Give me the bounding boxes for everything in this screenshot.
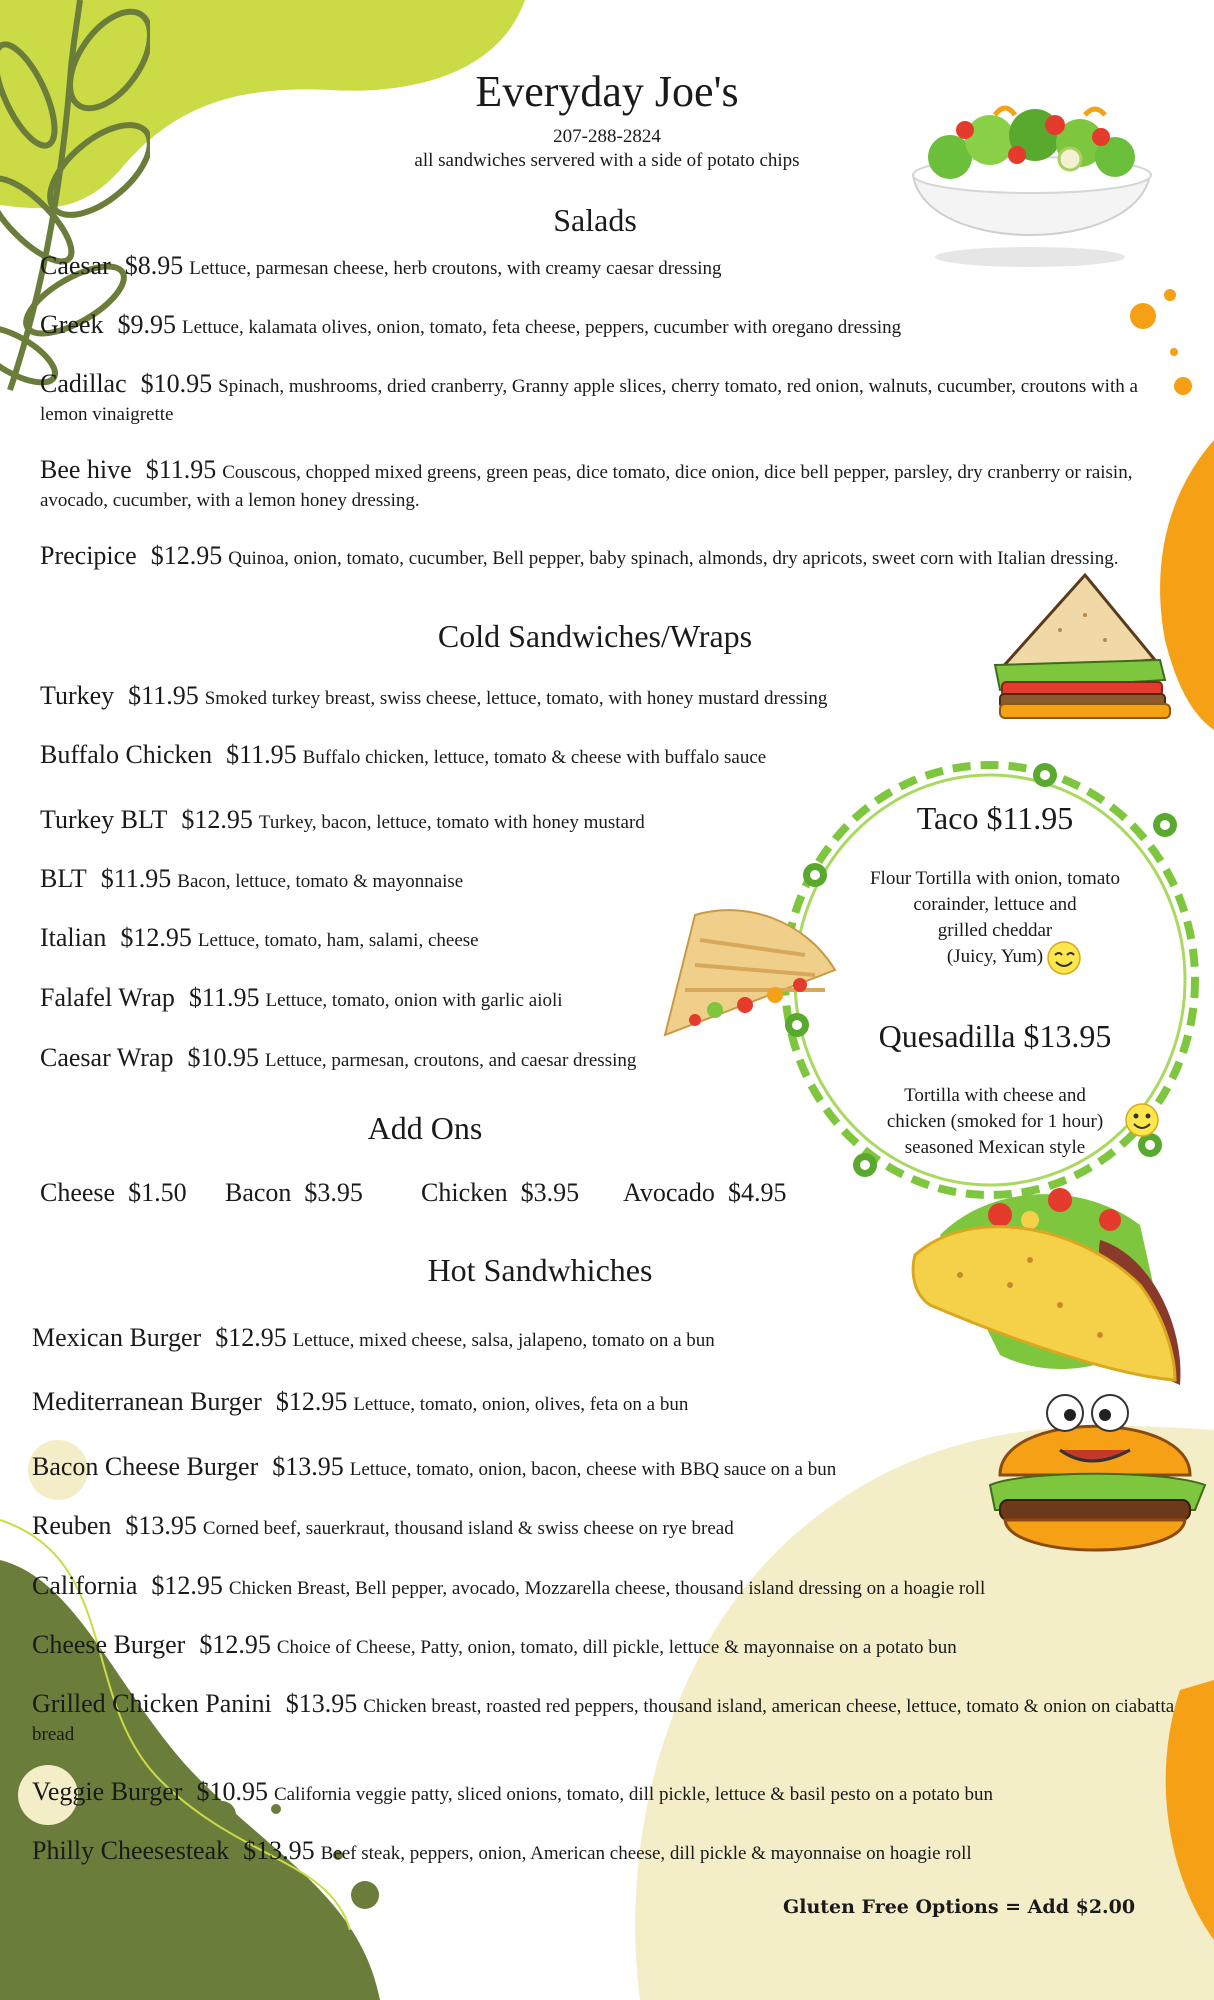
item-price: $10.95 [196,1777,268,1806]
menu-item [40,370,1170,429]
menu-item [32,1690,1182,1749]
taco-icon [910,1165,1195,1390]
menu-item [40,865,840,896]
menu-item [32,1324,1182,1355]
taco-special-title: Taco $11.95 [916,800,1074,836]
item-name: Cheese Burger [32,1630,186,1659]
item-desc: Beef steak, peppers, onion, American cheese, dill pickle & mayonnaise on hoagie roll [320,1843,972,1864]
item-desc: Bacon, lettuce, tomato & mayonnaise [177,871,464,892]
item-desc: Chicken Breast, Bell pepper, avocado, Mozzarella cheese, thousand island dressing on a hoagie roll [228,1578,986,1599]
item-price: $11.95 [226,740,297,769]
smiley-icon [1124,1102,1160,1138]
quesadilla-special-title: Quesadilla $13.95 [878,1018,1112,1054]
item-name: Caesar Wrap [40,1043,174,1072]
menu-item [32,1512,1182,1543]
item-desc: Smoked turkey breast, swiss cheese, lettuce, tomato, with honey mustard dressing [204,688,828,709]
addon-name: Avocado [623,1178,715,1207]
item-name: Caesar [40,251,111,280]
item-name: California [32,1571,138,1600]
item-name: Falafel Wrap [40,983,175,1012]
addon-price: $1.50 [128,1178,187,1207]
item-price: $9.95 [117,310,177,339]
addon-item [40,1178,187,1208]
addon-price: $3.95 [304,1178,363,1207]
item-price: $10.95 [187,1043,259,1072]
salad-bowl-icon [905,95,1160,275]
item-price: $12.95 [150,541,223,570]
item-desc: California veggie patty, sliced onions, tomato, dill pickle, lettuce & basil pesto on a potato bun [273,1784,993,1805]
item-name: Reuben [32,1511,112,1540]
item-name: Philly Cheesesteak [32,1836,230,1865]
add-ons-heading: Add Ons [367,1110,483,1146]
item-desc: Couscous, chopped mixed greens, green peas, dice tomato, dice onion, dice bell pepper, parsley, dry cranberry or raisin, avocado, cucumber, with a lemon honey dressing. [40,462,1133,511]
addon-name: Cheese [40,1178,116,1207]
item-desc: Lettuce, mixed cheese, salsa, jalapeno, tomato on a bun [292,1330,715,1351]
item-name: Mexican Burger [32,1323,202,1352]
item-price: $11.95 [128,681,199,710]
item-name: Turkey BLT [40,805,168,834]
item-price: $12.95 [151,1571,223,1600]
item-desc: Turkey, bacon, lettuce, tomato with honey mustard [258,812,645,833]
item-desc: Lettuce, tomato, onion with garlic aioli [265,990,563,1011]
item-price: $13.95 [125,1511,197,1540]
addon-name: Bacon [225,1178,292,1207]
menu-item [40,456,1170,515]
item-price: $13.95 [285,1689,358,1718]
item-desc: Lettuce, kalamata olives, onion, tomato, feta cheese, peppers, cucumber with oregano dressing [182,317,902,338]
taco-desc-line: grilled cheddar [937,920,1053,941]
cold-sandwiches-heading: Cold Sandwiches/Wraps [437,618,753,654]
item-name: Greek [40,310,104,339]
item-price: $10.95 [140,369,213,398]
sandwich-icon [990,570,1180,720]
item-price: $12.95 [215,1323,287,1352]
menu-item [40,682,1000,713]
item-name: Turkey [40,681,115,710]
item-price: $11.95 [145,455,217,484]
restaurant-title: Everyday Joe's [475,67,739,116]
menu-item [40,1044,840,1075]
item-desc: Lettuce, parmesan, croutons, and caesar dressing [264,1050,637,1071]
item-name: Veggie Burger [32,1777,183,1806]
addon-price: $4.95 [727,1178,787,1207]
addon-item [623,1178,786,1208]
addon-price: $3.95 [520,1178,580,1207]
item-desc: Lettuce, tomato, onion, bacon, cheese with BBQ sauce on a bun [349,1459,837,1480]
item-price: $12.95 [275,1387,348,1416]
item-price: $11.95 [100,864,172,893]
item-price: $12.95 [199,1630,271,1659]
item-price: $13.95 [272,1452,344,1481]
item-desc: Quinoa, onion, tomato, cucumber, Bell pepper, baby spinach, almonds, dry apricots, sweet corn with Italian dressing. [228,548,1119,569]
item-price: $13.95 [243,1836,315,1865]
quesadilla-desc-line: Tortilla with cheese and [904,1085,1086,1106]
taco-desc-line: corainder, lettuce and [913,894,1077,915]
item-name: Bacon Cheese Burger [32,1452,259,1481]
hot-sandwiches-heading: Hot Sandwhiches [427,1252,653,1288]
item-name: Cadillac [40,369,127,398]
salads-heading: Salads [553,202,637,238]
menu-item [32,1453,1182,1484]
item-desc: Lettuce, tomato, ham, salami, cheese [197,930,479,951]
item-desc: Chicken breast, roasted red peppers, thousand island, american cheese, lettuce, tomato & onion on ciabatta bread [32,1696,1175,1745]
item-price: $12.95 [181,805,253,834]
quesadilla-desc-line: seasoned Mexican style [904,1137,1086,1158]
menu-item [40,806,840,837]
item-desc: Lettuce, tomato, onion, olives, feta on a bun [353,1394,689,1415]
item-name: Mediterranean Burger [32,1387,262,1416]
item-price: $11.95 [188,983,260,1012]
taco-desc-line: (Juicy, Yum) [946,946,1044,967]
item-name: Grilled Chicken Panini [32,1689,272,1718]
item-desc: Lettuce, parmesan cheese, herb croutons, with creamy caesar dressing [189,258,722,279]
chips-note: all sandwiches servered with a side of potato chips [414,150,800,171]
gluten-free-note: Gluten Free Options = Add $2.00 [783,1896,1136,1918]
addon-name: Chicken [421,1178,508,1207]
item-price: $12.95 [120,923,192,952]
addon-item [225,1178,363,1208]
menu-item [40,542,1170,573]
menu-item [40,252,900,283]
item-desc: Buffalo chicken, lettuce, tomato & cheese with buffalo sauce [302,747,767,768]
quesadilla-desc-line: chicken (smoked for 1 hour) [886,1111,1104,1132]
menu-item [32,1837,1214,1868]
item-desc: Corned beef, sauerkraut, thousand island & swiss cheese on rye bread [202,1518,734,1539]
addon-item [421,1178,579,1208]
menu-item [32,1388,1182,1419]
menu-item [32,1572,1214,1603]
item-name: Bee hive [40,455,132,484]
item-price: $8.95 [124,251,184,280]
item-desc: Choice of Cheese, Patty, onion, tomato, dill pickle, lettuce & mayonnaise on a potato bun [276,1637,957,1658]
phone-number: 207-288-2824 [553,126,661,147]
item-name: Italian [40,923,107,952]
item-name: BLT [40,864,87,893]
menu-item [40,311,1170,342]
menu-item [32,1778,1214,1809]
item-desc: Spinach, mushrooms, dried cranberry, Granny apple slices, cherry tomato, red onion, walnuts, cucumber, croutons with a lemon vinaigrette [40,376,1138,425]
item-name: Precipice [40,541,137,570]
item-name: Buffalo Chicken [40,740,213,769]
quesadilla-icon [655,900,845,1040]
smiley-icon [1046,940,1082,976]
menu-item [32,1631,1214,1662]
taco-desc-line: Flour Tortilla with onion, tomato [869,868,1121,889]
